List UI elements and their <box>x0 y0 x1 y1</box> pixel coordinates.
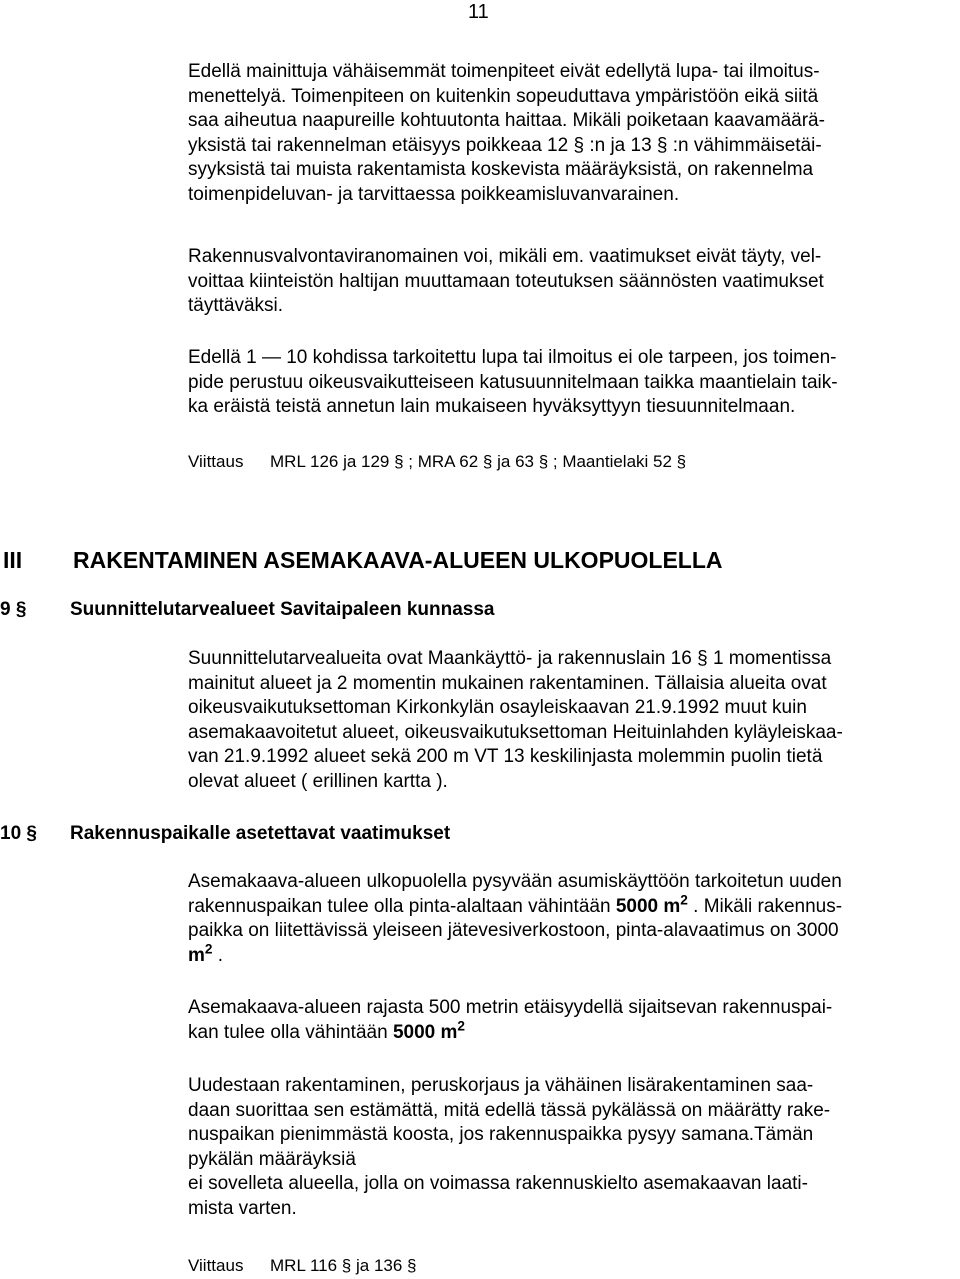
area-unit: m <box>188 944 205 966</box>
text-line: nuspaikan pienimmästä koosta, jos rakennuspaikka pysyy samana.Tämän <box>188 1124 814 1145</box>
text-segment: . <box>212 944 224 966</box>
reference-text: MRL 116 § ja 136 § <box>270 1256 417 1275</box>
area-value: 5000 m <box>392 1021 458 1043</box>
text-line <box>188 940 958 969</box>
text-line: Edellä 1 — 10 kohdissa tarkoitettu lupa tai ilmoitus ei ole tarpeen, jos toimen- <box>188 347 837 368</box>
section-9-body <box>188 647 958 794</box>
text-line: asemakaavoitetut alueet, oikeusvaikutuksettoman Heituinlahden kyläyleiskaa- <box>188 721 843 743</box>
text-line: ka eräistä teistä annetun lain mukaiseen hyväksyttyyn tiesuunnitelmaan. <box>188 396 796 417</box>
text-line: pykälän määräyksiä <box>188 1148 356 1170</box>
chapter-heading <box>0 546 723 574</box>
area-value: 5000 m <box>615 895 681 917</box>
chapter-number: III <box>3 547 23 573</box>
reference-line <box>188 451 686 473</box>
text-line: oikeusvaikutuksettoman Kirkonkylän osayleiskaavan 21.9.1992 muut kuin <box>188 697 807 718</box>
text-line: saa aiheutua naapureille kohtuutonta haittaa. Mikäli poiketaan kaavamäärä- <box>188 110 825 131</box>
text-line: yksistä tai rakennelman etäisyys poikkeaa 12 § :n ja 13 § :n vähimmäisetäi- <box>188 134 822 156</box>
intro-paragraph-2 <box>188 245 958 319</box>
reference-line <box>188 1255 416 1277</box>
text-line: Uudestaan rakentaminen, peruskorjaus ja vähäinen lisärakentaminen saa- <box>188 1075 814 1096</box>
text-line: menettelyä. Toimenpiteen on kuitenkin sopeuduttava ympäristöön eikä siitä <box>188 85 819 107</box>
section-10-paragraph-3 <box>188 1074 958 1221</box>
chapter-title: RAKENTAMINEN ASEMAKAAVA-ALUEEN ULKOPUOLELLA <box>73 547 723 573</box>
text-line: voittaa kiinteistön haltijan muuttamaan toteutuksen säännösten vaatimukset <box>188 270 824 292</box>
intro-paragraph-3 <box>188 346 958 420</box>
reference-label: Viittaus <box>188 1256 244 1275</box>
section-10-heading <box>0 822 450 846</box>
reference-text: MRL 126 ja 129 § ; MRA 62 § ja 63 § ; Maantielaki 52 § <box>270 452 687 471</box>
text-line: Asemakaava-alueen ulkopuolella pysyvään asumiskäyttöön tarkoitetun uuden <box>188 871 842 892</box>
section-number: 9 § <box>0 599 27 620</box>
section-number: 10 § <box>0 823 37 844</box>
section-10-paragraph-2 <box>188 996 958 1045</box>
section-10-paragraph-1 <box>188 870 958 968</box>
superscript: 2 <box>457 1017 465 1033</box>
text-line: Edellä mainittuja vähäisemmät toimenpiteet eivät edellytä lupa- tai ilmoitus- <box>188 61 820 82</box>
text-line: paikka on liitettävissä yleiseen jätevesiverkostoon, pinta-alavaatimus on 3000 <box>188 920 839 941</box>
text-line: mista varten. <box>188 1197 297 1219</box>
text-segment: rakennuspaikan tulee olla pinta-alaltaan vähintään <box>188 895 616 917</box>
text-line <box>188 1017 958 1046</box>
text-segment: . Mikäli rakennus- <box>687 895 843 917</box>
section-title: Suunnittelutarvealueet Savitaipaleen kunnassa <box>70 599 495 620</box>
intro-paragraph-1 <box>188 60 958 207</box>
text-line: van 21.9.1992 alueet sekä 200 m VT 13 keskilinjasta molemmin puolin tietä <box>188 746 823 767</box>
section-title: Rakennuspaikalle asetettavat vaatimukset <box>70 823 451 844</box>
text-line: ei sovelleta alueella, jolla on voimassa rakennuskielto asemakaavan laati- <box>188 1173 808 1194</box>
text-line: syyksistä tai muista rakentamista koskevista määräyksistä, on rakennelma <box>188 159 814 180</box>
text-segment: kan tulee olla vähintään <box>188 1021 393 1043</box>
superscript: 2 <box>680 891 688 907</box>
text-line: mainitut alueet ja 2 momentin mukainen rakentaminen. Tällaisia alueita ovat <box>188 672 827 694</box>
section-9-heading <box>0 598 494 622</box>
page-number: 11 <box>468 1 489 23</box>
superscript: 2 <box>204 940 213 956</box>
text-line: Suunnittelutarvealueita ovat Maankäyttö- ja rakennuslain 16 § 1 momentissa <box>188 648 832 669</box>
reference-label: Viittaus <box>188 452 244 471</box>
text-line: toimenpideluvan- ja tarvittaessa poikkeamisluvanvarainen. <box>188 183 680 205</box>
text-line <box>188 891 958 920</box>
text-line: olevat alueet ( erillinen kartta ). <box>188 770 448 792</box>
text-line: Rakennusvalvontaviranomainen voi, mikäli em. vaatimukset eivät täyty, vel- <box>188 246 822 267</box>
text-line: pide perustuu oikeusvaikutteiseen katusuunnitelmaan taikka maantielain taik- <box>188 371 838 393</box>
text-line: daan suorittaa sen estämättä, mitä edellä tässä pykälässä on määrätty rake- <box>188 1099 831 1121</box>
text-line: täyttäväksi. <box>188 295 284 316</box>
text-line: Asemakaava-alueen rajasta 500 metrin etäisyydellä sijaitsevan rakennuspai- <box>188 997 833 1018</box>
